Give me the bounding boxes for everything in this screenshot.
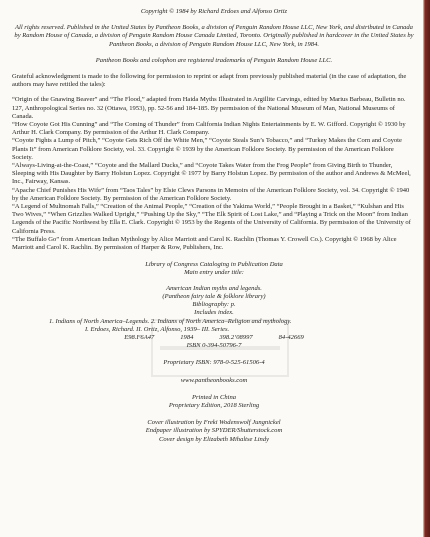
cip-dewey: 398.2’08997 xyxy=(219,333,253,341)
trademark-line: Pantheon Books and colophon are registered trademarks of Penguin Random House LLC. xyxy=(95,56,333,64)
ack-item: “The Buffalo Go” from American Indian Mythology by Alice Marriott and Carol K. Rachlin (Thomas Y. Crowell Co.). Copyright © 1968 by Alice Marriott and Carol K. Rachlin. By permission of Harper & Row, Publishers, Inc. xyxy=(12,235,397,252)
cip-year: 1984 xyxy=(180,333,194,341)
cip-lccn: 84-42669 xyxy=(278,333,304,341)
page-content xyxy=(12,8,416,444)
cip-call-number: E98.F6A47 xyxy=(124,333,155,341)
copyright-line: Copyright © 1984 by Richard Erdoes and Alfonso Ortiz xyxy=(140,8,288,15)
cip-subjects-line: I. Erdoes, Richard. II. Ortiz, Alfonso, 1939– III. Series. xyxy=(85,325,230,333)
cip-index: Includes index. xyxy=(194,309,234,317)
ack-item: “A Legend of Multnomah Falls,” “Creation of the Animal People,” “Creation of the Yakima World,” “People Brought in a Basket,” “Kulshan and His Two Wives,” “When Grizzlies Walked Upright,” “Pushing Up the Sky,” “The Elk Spirit of Lost Lake,” and “Playing a Trick on the Moon” from Indian Legends of the Pacific Northwest by Ella E. Clark. Copyright © 1953 by the Regents of the University of California. By permission of the University of California Press. xyxy=(12,203,411,235)
edition-line: Proprietary Edition, 2018 Sterling xyxy=(168,401,260,409)
ack-intro: Grateful acknowledgment is made to the following for permission to reprint or adapt from previously published material (in the case of adaptation, the authors may have retitled the tales): xyxy=(12,73,407,89)
acknowledgments xyxy=(12,73,416,252)
cip-subjects-line: 1. Indians of North America–Legends. 2. Indians of North America–Religion and mythology. xyxy=(49,317,292,325)
ack-item: “Apache Chief Punishes His Wife” from “Taos Tales” by Elsie Clews Parsons in Memoirs of the American Folklore Society, vol. 34. Copyright © 1940 by the American Folklore Society. By permission of the American Folklore Society. xyxy=(12,186,410,202)
cip-main-entry: Main entry under title: xyxy=(184,269,244,277)
cip-bibliography: Bibliography: p. xyxy=(192,301,236,309)
rights-paragraph: All rights reserved. Published in the United States by Pantheon Books, a division of Penguin Random House LLC, New York, and distributed in Canada by Random House of Canada, a division of Penguin Random House Canada Limited, Toronto. Originally published in hardcover in the United States by Pantheon Books, a division of Penguin Random House LLC, New York, in 1984. xyxy=(14,24,414,48)
book-spine-edge xyxy=(423,0,430,537)
printed-in: Printed in China xyxy=(191,393,236,401)
cip-heading: Library of Congress Cataloging in Publication Data xyxy=(145,261,283,269)
publisher-website: www.pantheonbooks.com xyxy=(180,376,248,384)
cip-series: (Pantheon fairy tale & folklore library) xyxy=(162,292,266,300)
ack-item: “Always-Living-at-the-Coast,” “Coyote and the Mallard Ducks,” and “Coyote Takes Water from the Frog People” from Giving Birth to Thunder, Sleeping with His Daughter by Barry Holstun Lopez. Copyright © 1977 by Barry Holstun Lopez. By permission of the author and Andrews & McMeel, Inc., Fairway, Kansas. xyxy=(12,162,411,186)
ack-item: “How Coyote Got His Cunning” and “The Coming of Thunder” from California Indian Nights Entertainments by E. W. Gifford. Copyright © 1930 by Arthur H. Clark Company. By permission of the Arthur H. Clark Company. xyxy=(12,121,406,137)
endpaper-illustration-credit: Endpaper illustration by SPYDER/Shutterstock.com xyxy=(145,427,283,435)
ack-item: “Origin of the Gnawing Beaver” and “The Flood,” adapted from Haida Myths Illustrated in Argillite Carvings, edited by Marius Barbeau, Bulletin no. 127, Anthropological Series no. 32 (Ottawa, 1953), pp. 52-56 and 184-185. By permission of the National Museum of Man, National Museums of Canada. xyxy=(12,96,406,120)
show-through-watermark-icon xyxy=(150,318,290,378)
ack-item: “Coyote Fights a Lump of Pitch,” “Coyote Gets Rich Off the White Men,” “Coyote Steals Sun’s Tobacco,” and “Turkey Makes the Corn and Coyote Plants It” from American Folklore Society, vol. 33. Copyright © 1939 by the American Folklore Society. By permission of the American Folklore Society. xyxy=(12,137,402,161)
cip-title: American Indian myths and legends. xyxy=(166,284,262,292)
cip-isbn: ISBN 0-394-50796-7 xyxy=(186,342,242,350)
cover-illustration-credit: Cover illustration by Freki Wodenswolf Jungnickel xyxy=(147,419,281,427)
cover-design-credit: Cover design by Elizabeth Mihaltse Lindy xyxy=(158,435,269,443)
proprietary-isbn: Proprietary ISBN: 978-0-525-61506-4 xyxy=(163,359,265,367)
